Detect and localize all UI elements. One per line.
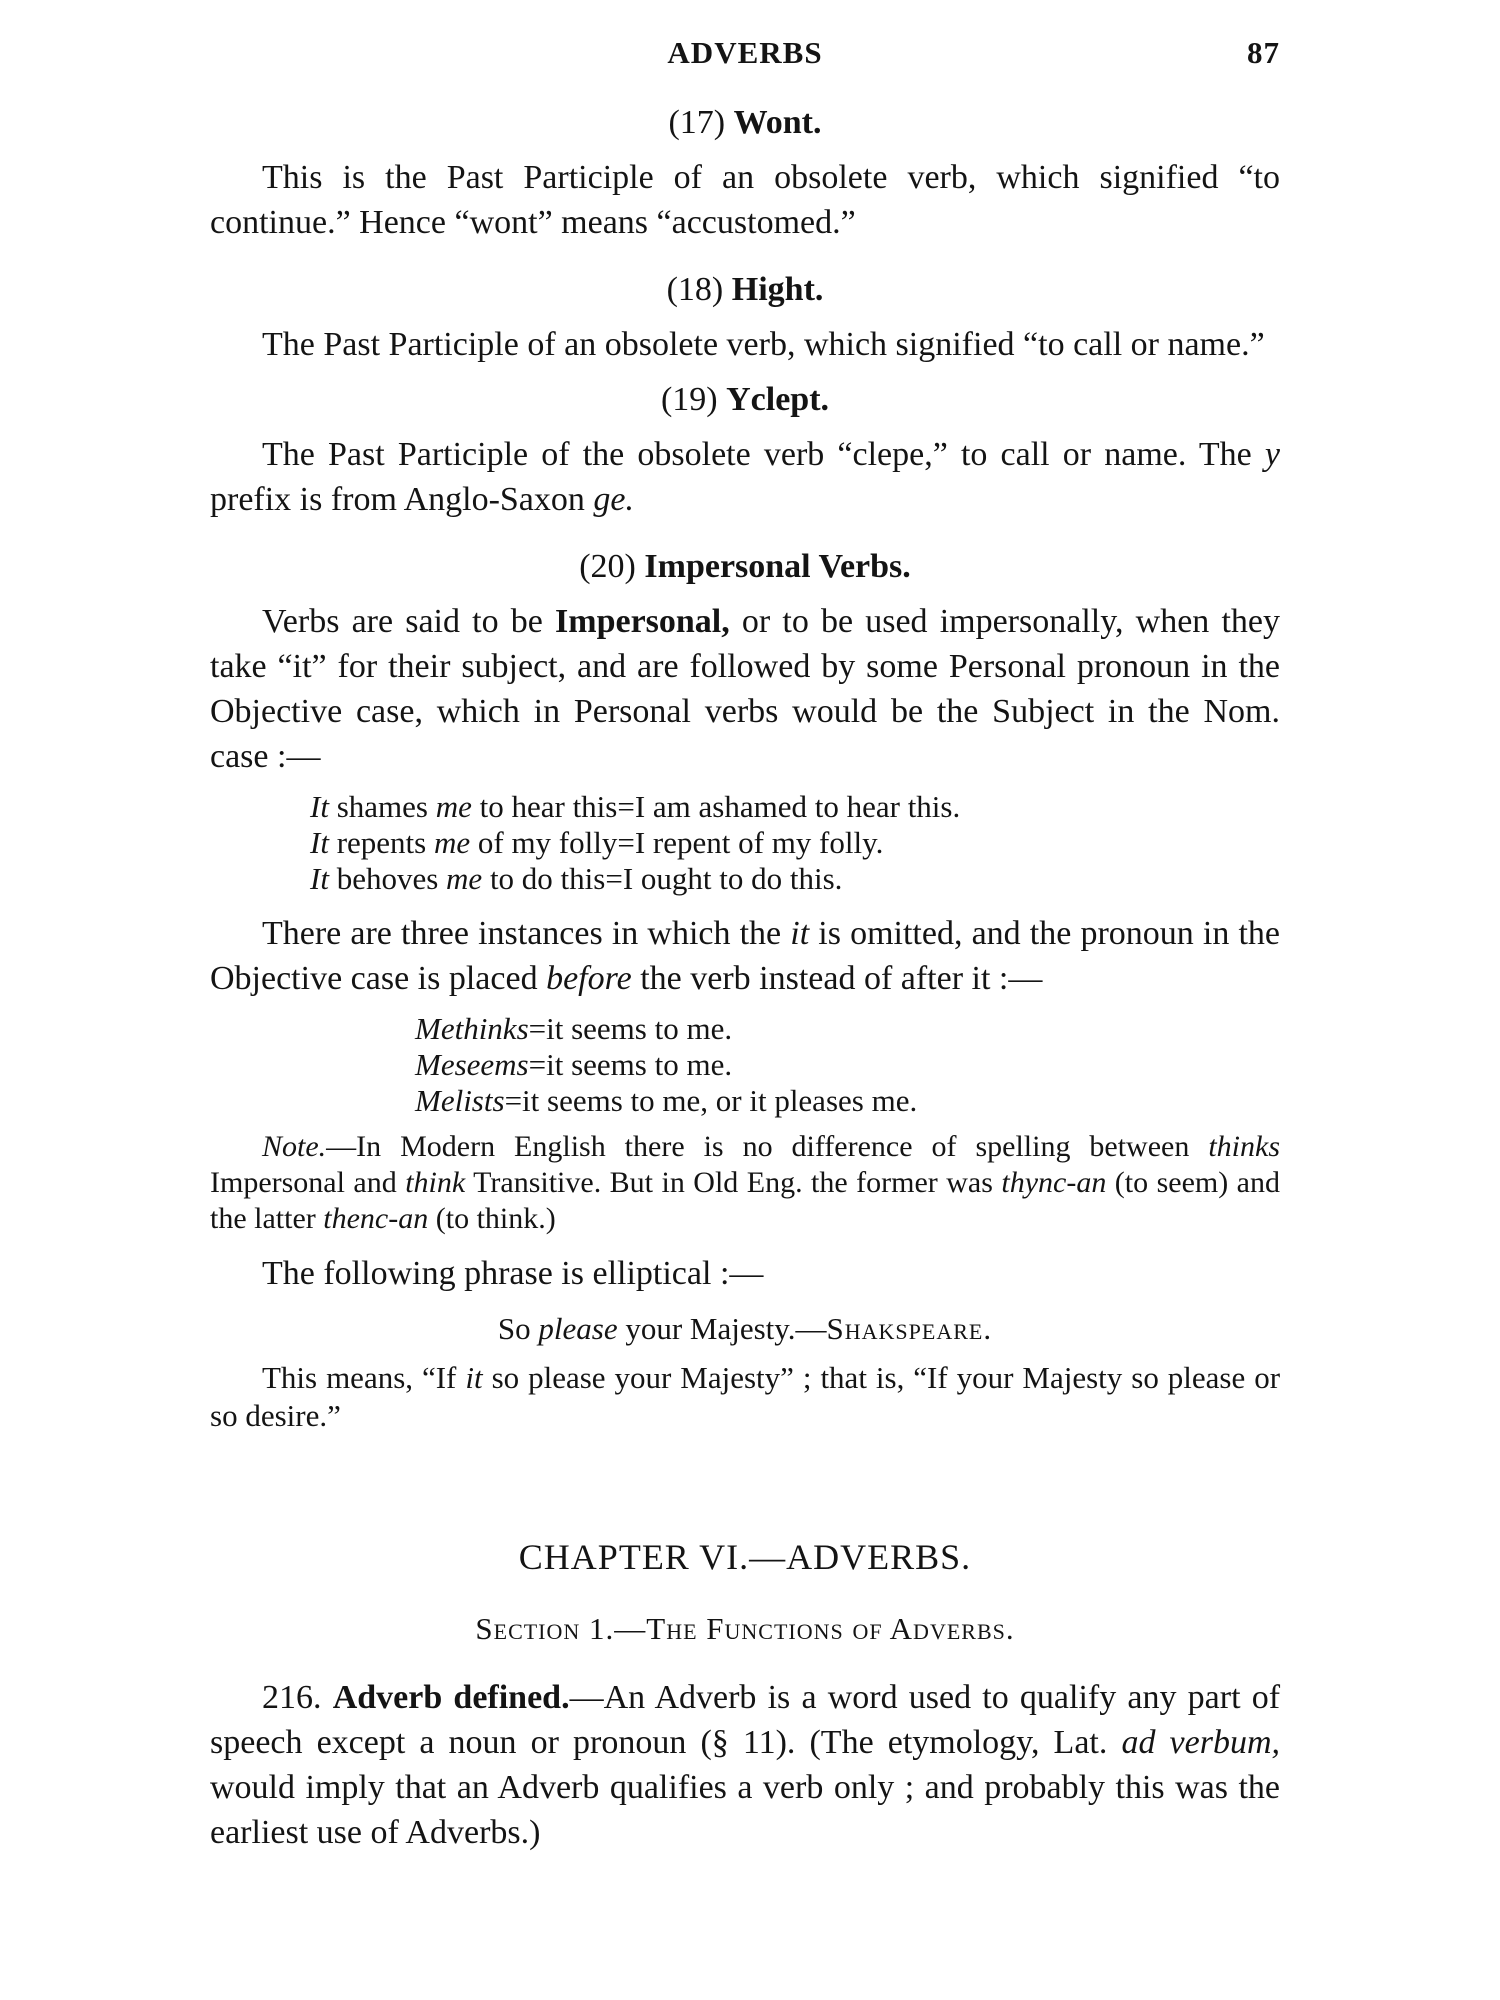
example-me: me [446,861,483,896]
means-text [210,1359,1280,1435]
note-thinks: thinks [1208,1130,1280,1163]
section-19-y: y [1264,436,1281,473]
example2-word: Meseems [415,1047,529,1082]
paragraph-216-text-2: would imply that an Adverb qualifies a verb only ; and probably this was the earliest use of Adverbs.) [210,1769,1280,1851]
section-18-title: Hight. [731,271,824,308]
running-head [210,30,1280,78]
example-rest: to hear this=I am ashamed to hear this. [479,789,961,824]
note-text-2: Impersonal and [210,1166,397,1199]
example-it: It [310,825,329,860]
impersonal-example [310,825,1280,861]
elliptical-text: The following phrase is elliptical :— [262,1255,764,1292]
section-17-number: (17) [668,104,726,141]
section-20-intro-after: or to be used impersonally, when they take “it” for their subject, and are followed by some Personal pronoun in the Objective case, which in Personal verbs would be the Subject in the Nom. case :— [210,603,1280,775]
example-rest: to do this=I ought to do this. [489,861,843,896]
section-20-intro [210,599,1280,779]
section-17-title: Wont. [733,104,822,141]
means-text-1: This means, “If [262,1360,457,1395]
example2-rest: =it seems to me. [528,1047,733,1082]
three-before: There are three instances in which the [262,915,782,952]
impersonal-example [310,861,1280,897]
paragraph-216 [210,1675,1280,1855]
section-19-ge: ge. [593,481,634,518]
note-text-1: —In Modern English there is no difference of spelling between [326,1130,1190,1163]
section-20-heading [210,544,1280,589]
note-text-4: (to seem) and the latter [210,1166,1280,1235]
example-me: me [435,789,472,824]
quote-rest: your Majesty.— [625,1311,827,1346]
section-19-text-before: The Past Participle of the obsolete verb “clepe,” to call or name. The [262,436,1252,473]
three-instances-text [210,911,1280,1001]
example-verb: behoves [336,861,439,896]
three-it: it [790,915,810,952]
paragraph-216-heading: Adverb defined. [332,1679,570,1716]
section-20-title: Impersonal Verbs. [644,548,911,585]
example-it: It [310,861,329,896]
example2-word: Methinks [415,1011,529,1046]
example2-rest: =it seems to me. [528,1011,733,1046]
section-title: Section 1.—The Functions of Adverbs. [475,1611,1015,1646]
section-20-intro-before: Verbs are said to be [262,603,543,640]
example-verb: shames [336,789,428,824]
section-18-text: The Past Participle of an obsolete verb, which signified “to call or name.” [262,326,1265,363]
impersonal-example [310,789,1280,825]
section-17-heading [210,100,1280,145]
means-it: it [465,1360,483,1395]
omitted-it-example [415,1083,1280,1119]
note-think: think [405,1166,466,1199]
example-me: me [433,825,471,860]
three-before-word: before [546,960,632,997]
quote-so: So [497,1311,531,1346]
impersonal-examples [310,789,1280,897]
section-17-text: This is the Past Participle of an obsolete verb, which signified “to continue.” Hence “wont” means “accustomed.” [210,159,1280,241]
section-20-number: (20) [579,548,636,585]
quote-author: Shakspeare. [826,1311,993,1346]
note [210,1129,1280,1237]
chapter-title: CHAPTER VI.—ADVERBS. [518,1537,972,1577]
section-18-number: (18) [666,271,724,308]
section-19-heading [210,377,1280,422]
note-label: Note. [262,1130,327,1163]
three-after: the verb instead of after it :— [640,960,1043,997]
three-middle: is omitted, and the pronoun in the Objective case is placed [210,915,1280,997]
section-19-title: Yclept. [726,381,830,418]
example-it: It [310,789,329,824]
page [210,30,1280,1865]
section-18-heading [210,267,1280,312]
example2-word: Melists [415,1083,505,1118]
omitted-it-examples [415,1011,1280,1119]
running-head-title: ADVERBS [667,35,823,70]
paragraph-216-latin: ad verbum, [1121,1724,1281,1761]
omitted-it-example [415,1047,1280,1083]
paragraph-216-text-1: —An Adverb is a word used to qualify any part of speech except a noun or pronoun (§ 11). (The etymology, Lat. [210,1679,1281,1761]
note-thenc: thenc-an [323,1202,429,1235]
page-number: 87 [1247,35,1280,70]
note-thync: thync-an [1001,1166,1107,1199]
section-20-intro-bold: Impersonal, [555,603,730,640]
means-text-2: so please your Majesty” ; that is, “If your Majesty so please or so desire.” [210,1360,1281,1433]
example2-rest: =it seems to me, or it pleases me. [504,1083,918,1118]
section-19-text-middle: prefix is from Anglo-Saxon [210,481,585,518]
note-text-3: Transitive. But in Old Eng. the former was [473,1166,993,1199]
omitted-it-example [415,1011,1280,1047]
section-19-number: (19) [660,381,718,418]
example-verb: repents [336,825,427,860]
paragraph-216-number: 216. [262,1679,322,1716]
note-text-5: (to think.) [435,1202,556,1235]
section-19-text [210,432,1280,522]
example-rest: of my folly=I repent of my folly. [477,825,884,860]
quote-please: please [538,1311,618,1346]
shakespeare-quote [210,1306,1280,1351]
